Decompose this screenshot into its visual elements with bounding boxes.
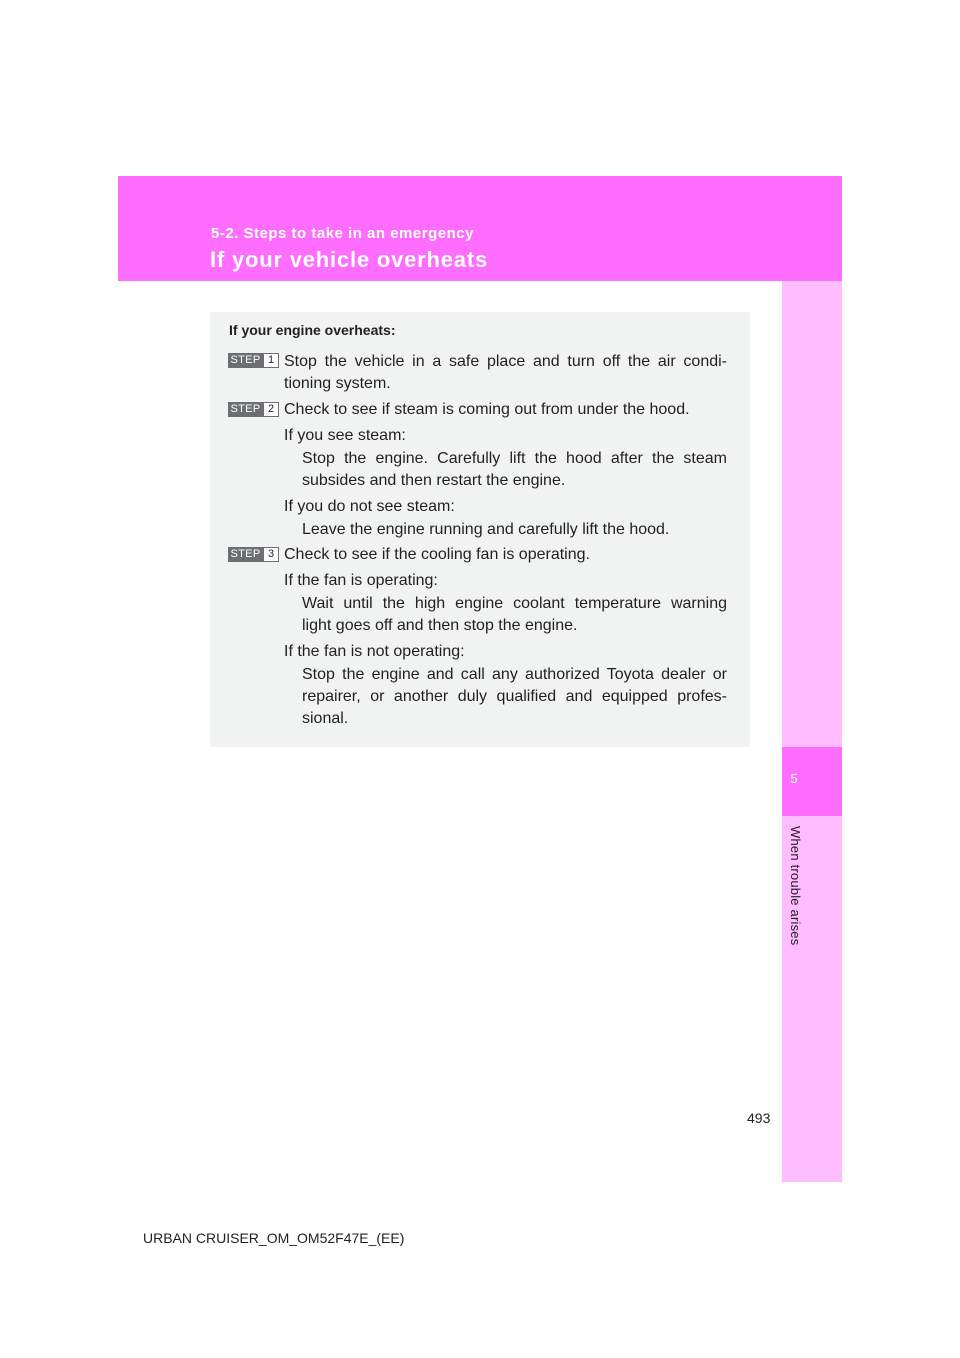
step-2-badge (228, 402, 279, 417)
step-number: 2 (263, 402, 279, 417)
step-3-line-1: Check to see if the cooling fan is operating. (284, 546, 590, 563)
step-2-case-1-line-1: Stop the engine. Carefully lift the hood after the steam (302, 450, 727, 467)
chapter-side-tab (782, 281, 842, 1182)
step-2-case-2-line-1: Leave the engine running and carefully lift the hood. (302, 521, 670, 538)
chapter-title: When trouble arises (788, 826, 803, 946)
step-2-case-1-line-2: subsides and then restart the engine. (302, 472, 566, 489)
page-number: 493 (747, 1110, 771, 1126)
step-3-case-1-line-1: Wait until the high engine coolant temperature warning (302, 595, 727, 612)
box-heading: If your engine overheats: (229, 322, 396, 338)
step-3-case-2-line-1: Stop the engine and call any authorized Toyota dealer or (302, 666, 727, 683)
footer-code: URBAN CRUISER_OM_OM52F47E_(EE) (143, 1230, 405, 1246)
section-label: 5-2. Steps to take in an emergency (211, 225, 474, 242)
step-3-case-1-condition: If the fan is operating: (284, 572, 438, 589)
step-number: 3 (263, 547, 279, 562)
step-2-line-1: Check to see if steam is coming out from under the hood. (284, 401, 690, 418)
step-1-line-2: tioning system. (284, 375, 391, 392)
step-3-case-2-line-2: repairer, or another duly qualified and equipped profes- (302, 688, 727, 705)
step-1-line-1: Stop the vehicle in a safe place and turn off the air condi- (284, 353, 727, 370)
step-3-case-2-line-3: sional. (302, 710, 349, 727)
chapter-number: 5 (790, 771, 798, 786)
step-word: STEP (228, 353, 263, 368)
step-2-case-1-condition: If you see steam: (284, 427, 406, 444)
step-word: STEP (228, 547, 263, 562)
step-3-case-1-line-2: light goes off and then stop the engine. (302, 617, 578, 634)
step-2-case-2-condition: If you do not see steam: (284, 498, 455, 515)
page-title: If your vehicle overheats (210, 247, 488, 272)
step-number: 1 (263, 353, 279, 368)
step-3-badge (228, 547, 279, 562)
step-3-case-2-condition: If the fan is not operating: (284, 643, 465, 660)
step-1-badge (228, 353, 279, 368)
step-word: STEP (228, 402, 263, 417)
